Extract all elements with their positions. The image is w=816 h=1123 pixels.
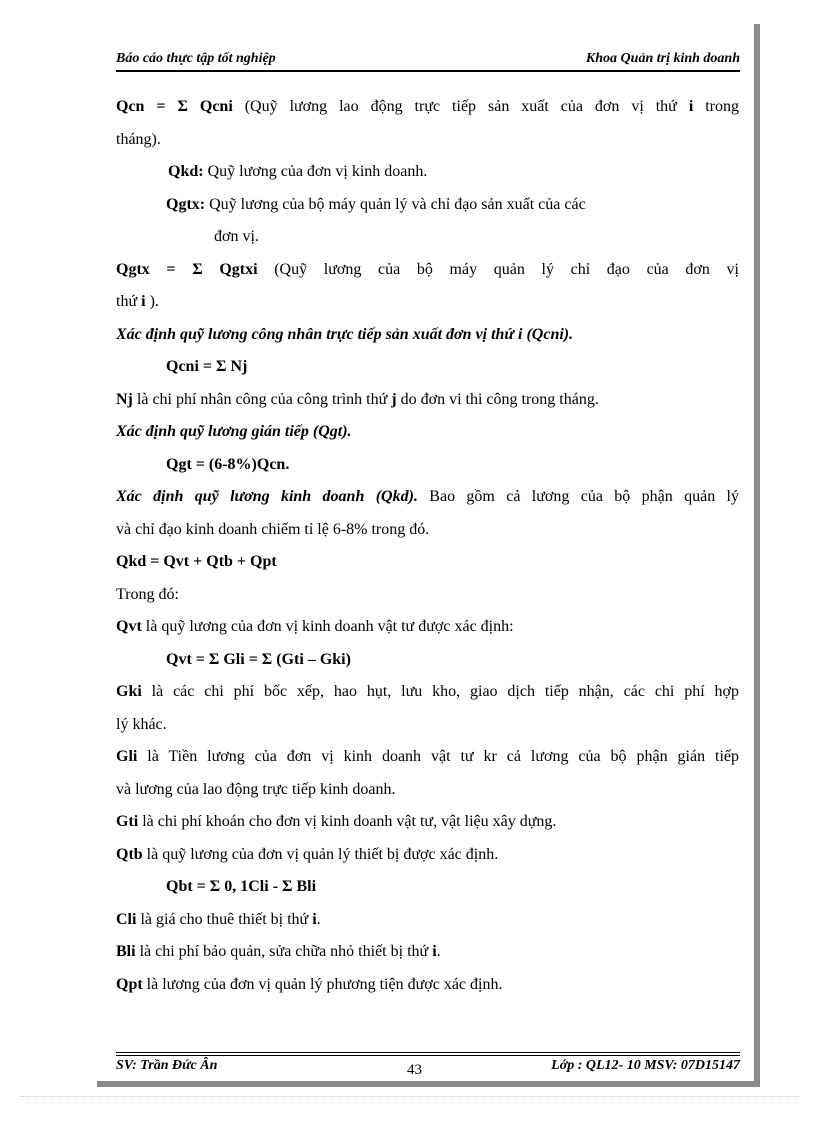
paragraph-qgtx: Qgtx = Σ Qgtxi (Quỹ lương của bộ máy quản lý chỉ đạo của đơn vị — [116, 260, 740, 278]
paragraph-qtb: Qtb là quỹ lương của đơn vị quản lý thiết bị được xác định. — [116, 845, 499, 863]
formula-qcni: Qcni = Σ Nj — [166, 358, 248, 375]
definition-qgtx: Qgtx: Quỹ lương của bộ máy quản lý và chỉ đạo sản xuất của các — [166, 195, 586, 213]
footer-student: SV: Trần Đức Ân — [116, 1058, 218, 1073]
paragraph-qcn-cont: tháng). — [116, 130, 161, 148]
page-footer — [116, 1058, 740, 1080]
document-body — [116, 91, 739, 1001]
paragraph-qkd-cont: và chỉ đạo kinh doanh chiếm tỉ lệ 6-8% trong đó. — [116, 520, 430, 538]
footer-class-info: Lớp : QL12- 10 MSV: 07D15147 — [551, 1058, 740, 1073]
paragraph-qcn: Qcn = Σ Qcni (Quỹ lương lao động trực tiếp sản xuất của đơn vị thứ i trong — [116, 98, 739, 115]
paragraph-bli: Bli là chi phí bảo quản, sửa chữa nhỏ thiết bị thứ i. — [116, 943, 441, 960]
section-heading-qkd: Xác định quỹ lương kinh doanh (Qkd). Bao gồm cả lương của bộ phận quản lý — [116, 488, 740, 505]
section-heading-qgt: Xác định quỹ lương gián tiếp (Qgt). — [116, 423, 352, 440]
paragraph-nj: Nj là chi phí nhân công của công trình thứ j do đơn vi thi công trong tháng. — [116, 390, 599, 408]
formula-qbt: Qbt = Σ 0, 1Cli - Σ Bli — [166, 878, 317, 895]
paragraph-qpt: Qpt là lương của đơn vị quản lý phương tiện được xác định. — [116, 975, 503, 993]
section-heading-qcni: Xác định quỹ lương công nhân trực tiếp sản xuất đơn vị thứ i (Qcni). — [116, 325, 574, 343]
paragraph-qvt: Qvt là quỹ lương của đơn vị kinh doanh vật tư được xác định: — [116, 618, 514, 635]
formula-qgt: Qgt = (6-8%)Qcn. — [166, 455, 290, 473]
definition-qgtx-cont: đơn vị. — [214, 228, 259, 245]
paragraph-gki: Gki là các chi phí bốc xếp, hao hụt, lưu kho, giao dịch tiếp nhận, các chi phí hợp — [116, 683, 739, 700]
page-edge-dots — [20, 1096, 800, 1097]
formula-qkd: Qkd = Qvt + Qtb + Qpt — [116, 553, 277, 570]
label-trong-do: Trong đó: — [116, 585, 179, 603]
paragraph-gli: Gli là Tiền lương của đơn vị kinh doanh vật tư kr cả lương của bộ phận gián tiếp — [116, 748, 739, 765]
paragraph-cli: Cli là giá cho thuê thiết bị thứ i. — [116, 910, 321, 928]
header-report-title: Báo cáo thực tập tốt nghiệp — [116, 51, 276, 66]
definition-qkd: Qkd: Quỹ lương của đơn vị kinh doanh. — [168, 163, 428, 180]
paragraph-gli-cont: và lương của lao động trực tiếp kinh doanh. — [116, 780, 396, 798]
page-number: 43 — [407, 1062, 422, 1078]
footer-divider — [116, 1052, 740, 1056]
page-header — [116, 50, 740, 72]
formula-qvt: Qvt = Σ Gli = Σ (Gti – Gki) — [166, 650, 351, 668]
paragraph-gki-cont: lý khác. — [116, 715, 167, 733]
paragraph-gti: Gti là chi phí khoán cho đơn vị kinh doanh vật tư, vật liệu xây dựng. — [116, 813, 557, 830]
paragraph-qgtx-cont: thứ i ). — [116, 293, 159, 310]
header-faculty: Khoa Quản trị kinh doanh — [585, 51, 740, 66]
